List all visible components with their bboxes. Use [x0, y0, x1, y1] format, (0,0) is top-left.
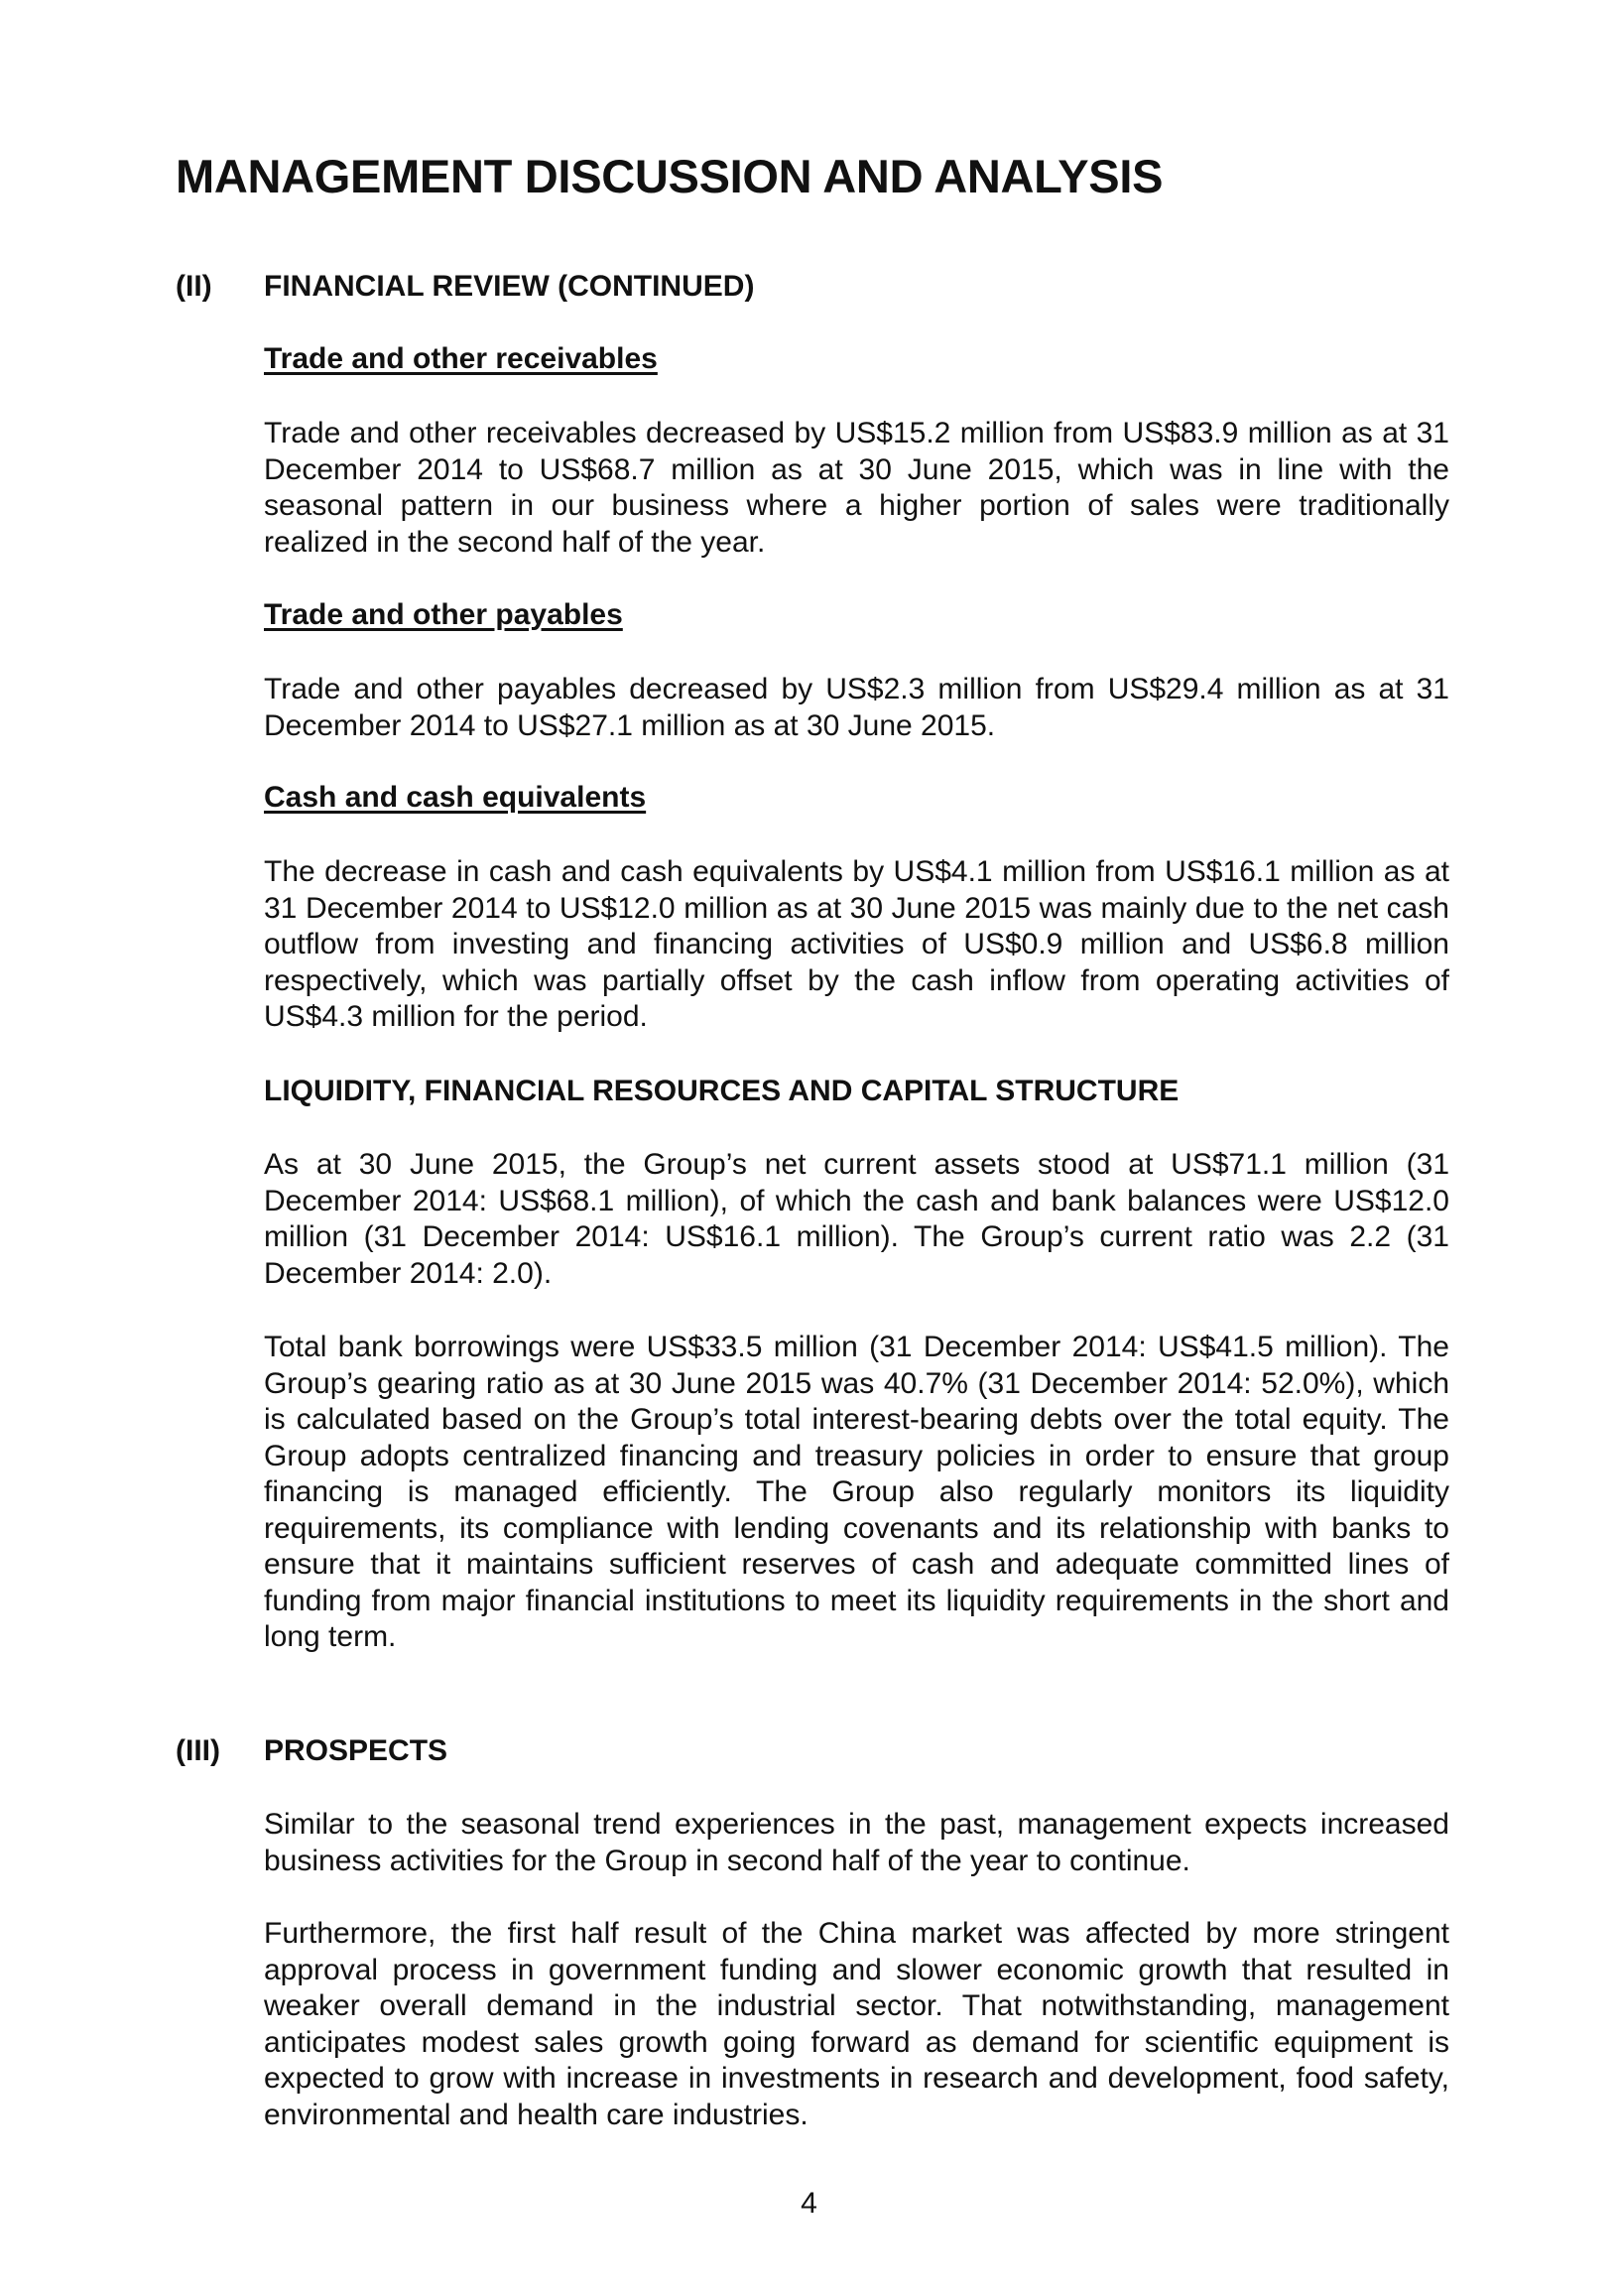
section-number-iii: (III): [176, 1734, 220, 1767]
section-number-ii: (II): [176, 270, 212, 303]
paragraph-prospects-seasonal: Similar to the seasonal trend experiences in the past, management expects increased business activities for the Group in second half of the year to continue.: [264, 1808, 1449, 1877]
paragraph-cash-equivalents: The decrease in cash and cash equivalents by US$4.1 million from US$16.1 million as at 31 December 2014 to US$12.0 million as at 30 June 2015 was mainly due to the net cash outflow from investing and financing activities of US$0.9 million and US$6.8 million respectively, which was partially offset by the cash inflow from operating activities of US$4.3 million for the period.: [264, 855, 1449, 1033]
paragraph-prospects-outlook: Furthermore, the first half result of the China market was affected by more stringent approval process in government funding and slower economic growth that resulted in weaker overall demand in the industrial sector. That notwithstanding, management anticipates modest sales growth going forward as demand for scientific equipment is expected to grow with increase in investments in research and development, food safety, environmental and health care industries.: [264, 1917, 1449, 2131]
paragraph-trade-receivables: Trade and other receivables decreased by US$15.2 million from US$83.9 million as at 31 December 2014 to US$68.7 million as at 30 June 2015, which was in line with the seasonal pattern in our business where a higher portion of sales were traditionally realized in the second half of the year.: [264, 417, 1449, 559]
page-number: 4: [801, 2187, 817, 2220]
paragraph-liquidity-borrowings: Total bank borrowings were US$33.5 million (31 December 2014: US$41.5 million). The Group’s gearing ratio as at 30 June 2015 was 40.7% (31 December 2014: 52.0%), which is calculated based on the Group’s total interest-bearing debts over the total equity. The Group adopts centralized financing and treasury policies in order to ensure that group financing is managed efficiently. The Group also regularly monitors its liquidity requirements, its compliance with lending covenants and its relationship with banks to ensure that it maintains sufficient reserves of cash and adequate committed lines of funding from major financial institutions to meet its liquidity requirements in the short and long term.: [264, 1331, 1449, 1653]
paragraph-trade-payables: Trade and other payables decreased by US$2.3 million from US$29.4 million as at 31 December 2014 to US$27.1 million as at 30 June 2015.: [264, 673, 1449, 742]
section-heading-prospects: PROSPECTS: [264, 1734, 448, 1767]
subheading-trade-receivables: Trade and other receivables: [264, 342, 658, 375]
subheading-trade-payables: Trade and other payables: [264, 598, 623, 631]
subheading-liquidity: LIQUIDITY, FINANCIAL RESOURCES AND CAPITAL STRUCTURE: [264, 1075, 1180, 1107]
paragraph-liquidity-net-assets: As at 30 June 2015, the Group’s net current assets stood at US$71.1 million (31 December 2014: US$68.1 million), of which the cash and bank balances were US$12.0 million (31 December 2014: US$16.1 million). The Group’s current ratio was 2.2 (31 December 2014: 2.0).: [264, 1148, 1449, 1290]
subheading-cash-equivalents: Cash and cash equivalents: [264, 781, 647, 814]
section-heading-financial-review: FINANCIAL REVIEW (CONTINUED): [264, 270, 755, 303]
page-title: MANAGEMENT DISCUSSION AND ANALYSIS: [176, 150, 1164, 202]
